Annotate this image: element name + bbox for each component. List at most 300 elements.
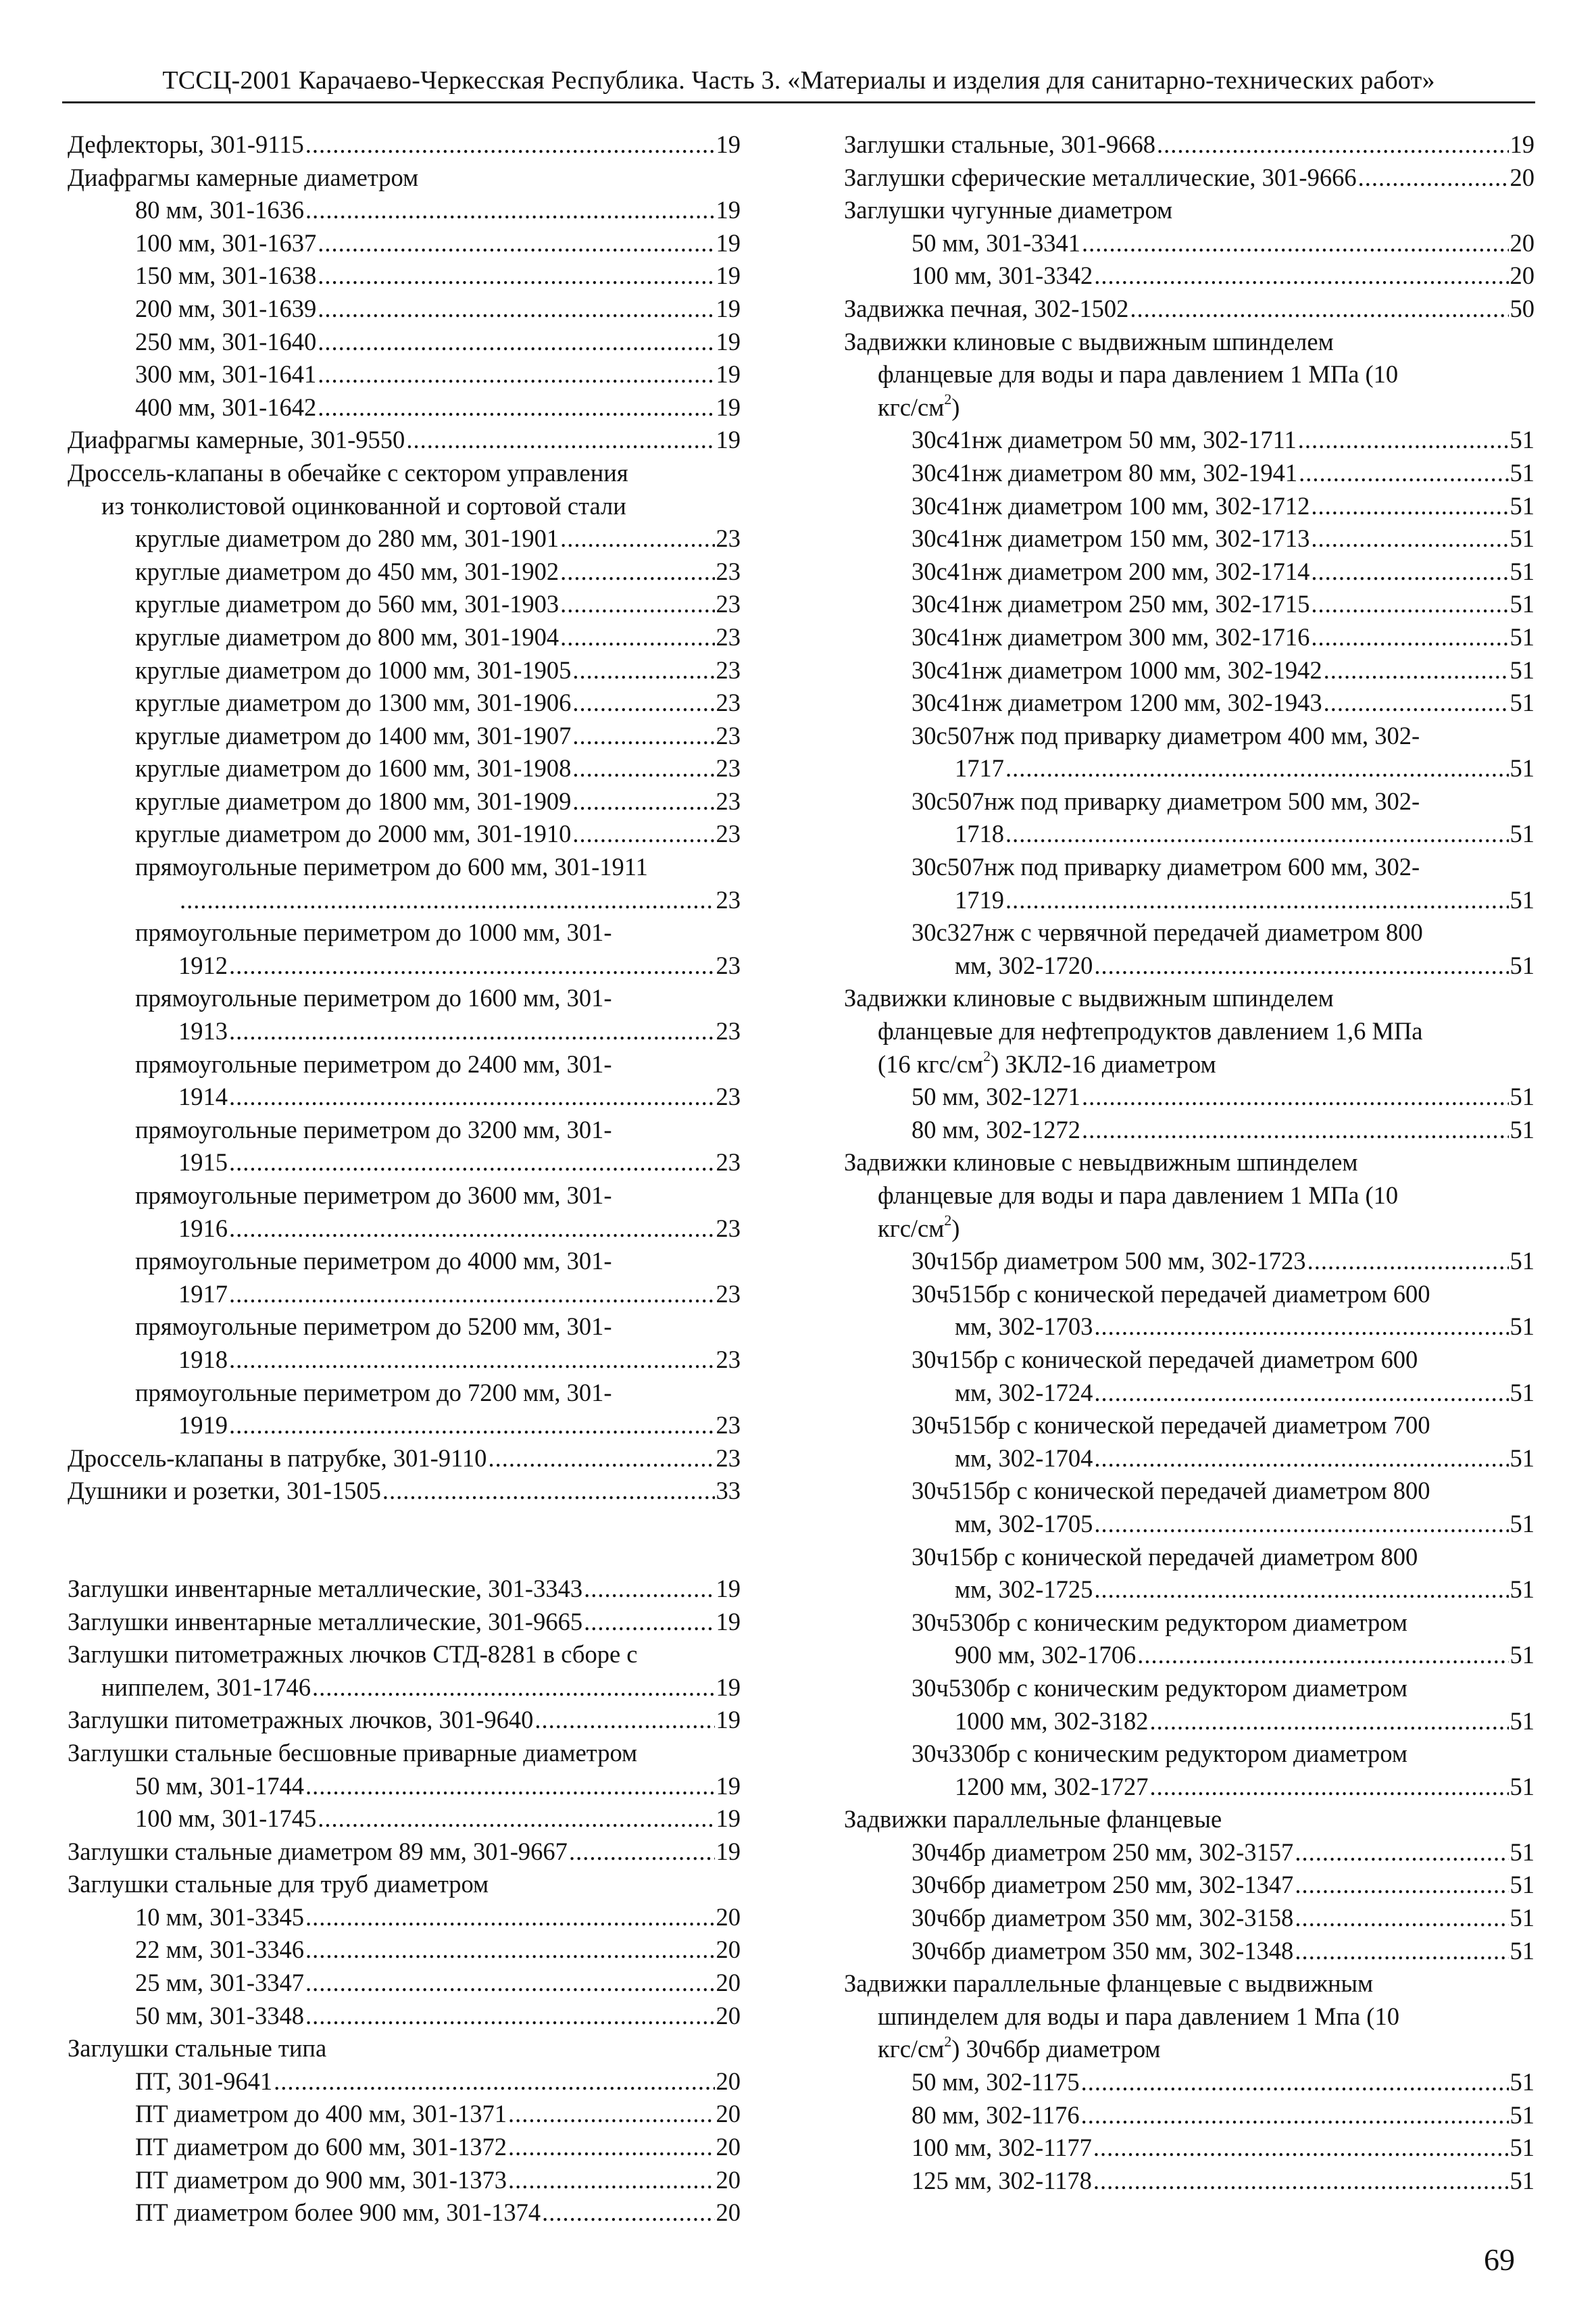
heading-text: Задвижки клиновые с выдвижным шпинделем xyxy=(844,327,1334,355)
index-entry xyxy=(912,2066,1535,2099)
dot-leader xyxy=(318,391,714,424)
dot-leader xyxy=(560,556,714,589)
entry-page-number: 19 xyxy=(716,130,741,158)
entry-page-number: 51 xyxy=(1510,1641,1535,1669)
entry-page-number: 51 xyxy=(1510,557,1535,585)
dot-leader xyxy=(1295,1836,1508,1869)
index-entry xyxy=(68,1606,741,1639)
entry-page-number: 19 xyxy=(716,327,741,355)
dot-leader xyxy=(1082,1081,1509,1114)
entry-page-number: 51 xyxy=(1510,2166,1535,2194)
heading-text: фланцевые для нефтепродуктов давлением 1,6 МПа xyxy=(878,1017,1423,1045)
index-entry xyxy=(955,1377,1535,1410)
entry-page-number: 23 xyxy=(716,1411,741,1439)
entry-text: Душники и розетки, 301-1505 xyxy=(68,1477,381,1505)
index-heading xyxy=(844,1967,1535,2000)
index-heading xyxy=(135,1048,741,1081)
entry-text: ПТ диаметром до 400 мм, 301-1371 xyxy=(135,2100,507,2128)
index-heading xyxy=(135,982,741,1015)
index-entry xyxy=(955,1310,1535,1344)
entry-page-number: 51 xyxy=(1510,1083,1535,1111)
entry-text: 30с41нж диаметром 50 мм, 302-1711 xyxy=(912,426,1297,454)
index-heading xyxy=(135,1310,741,1344)
index-column-left xyxy=(68,128,741,2230)
entry-text: 100 мм, 301-3342 xyxy=(912,262,1093,290)
index-entry xyxy=(135,522,741,556)
entry-page-number: 51 xyxy=(1510,1312,1535,1341)
dot-leader xyxy=(584,1606,714,1639)
entry-text: круглые диаметром до 1000 мм, 301-1905 xyxy=(135,656,572,684)
dot-leader xyxy=(1311,490,1508,523)
dot-leader xyxy=(305,1967,715,2000)
index-entry xyxy=(178,950,741,983)
index-heading xyxy=(68,2032,741,2065)
entry-text: Заглушки питометражных лючков, 301-9640 xyxy=(68,1706,534,1734)
entry-text: мм, 302-1705 xyxy=(955,1509,1093,1537)
heading-text: прямоугольные периметром до 600 мм, 301-1911 xyxy=(135,853,648,881)
dot-leader xyxy=(1311,588,1508,621)
entry-page-number: 51 xyxy=(1510,1509,1535,1537)
index-heading xyxy=(844,194,1535,227)
entry-page-number: 20 xyxy=(1510,228,1535,257)
dot-leader xyxy=(305,1901,715,1934)
entry-text: 1000 мм, 302-3182 xyxy=(955,1706,1149,1735)
index-heading xyxy=(912,1344,1535,1377)
dot-leader xyxy=(229,1278,715,1311)
dot-leader xyxy=(569,1836,715,1869)
index-entry xyxy=(955,1639,1535,1672)
entry-text: круглые диаметром до 450 мм, 301-1902 xyxy=(135,557,559,585)
dot-leader xyxy=(305,128,715,162)
index-entry xyxy=(135,720,741,753)
entry-text: круглые диаметром до 2000 мм, 301-1910 xyxy=(135,820,572,848)
dot-leader xyxy=(318,227,714,260)
dot-leader xyxy=(229,1212,715,1246)
entry-text: 400 мм, 301-1642 xyxy=(135,393,317,421)
dot-leader xyxy=(1307,1245,1509,1278)
entry-text: 30ч6бр диаметром 350 мм, 302-3158 xyxy=(912,1904,1294,1932)
entry-page-number: 23 xyxy=(716,1444,741,1472)
index-heading xyxy=(912,916,1535,950)
heading-text: 30с507нж под приварку диаметром 400 мм, 302- xyxy=(912,721,1420,749)
heading-text: 30ч515бр с конической передачей диаметром 700 xyxy=(912,1411,1430,1439)
dot-leader xyxy=(1094,1508,1508,1541)
index-entry xyxy=(912,260,1535,293)
entry-page-number: 23 xyxy=(716,951,741,979)
entry-page-number: 51 xyxy=(1510,2134,1535,2162)
dot-leader xyxy=(1298,424,1509,457)
heading-tail: ) 30ч6бр диаметром xyxy=(951,2035,1161,2063)
index-entry xyxy=(135,260,741,293)
entry-text: 900 мм, 302-1706 xyxy=(955,1641,1137,1669)
entry-text: мм, 302-1703 xyxy=(955,1312,1093,1341)
index-entry xyxy=(955,1508,1535,1541)
entry-text: 30ч6бр диаметром 350 мм, 302-1348 xyxy=(912,1936,1294,1965)
dot-leader xyxy=(1094,260,1508,293)
index-heading xyxy=(135,1377,741,1410)
entry-text: Дроссель-клапаны в патрубке, 301-9110 xyxy=(68,1444,487,1472)
index-heading xyxy=(135,916,741,950)
entry-text: 1914 xyxy=(178,1083,228,1111)
entry-page-number: 23 xyxy=(716,524,741,553)
entry-text: 30с41нж диаметром 300 мм, 302-1716 xyxy=(912,622,1310,651)
entry-page-number: 51 xyxy=(1510,590,1535,618)
index-heading xyxy=(878,1212,1535,1246)
entry-text: 25 мм, 301-3347 xyxy=(135,1969,304,1997)
index-entry xyxy=(844,162,1535,195)
superscript: 2 xyxy=(983,1048,991,1065)
heading-text: Задвижки параллельные фланцевые xyxy=(844,1805,1222,1833)
dot-leader xyxy=(1137,1639,1508,1672)
entry-page-number: 20 xyxy=(716,1936,741,1964)
heading-text: фланцевые для воды и пара давлением 1 МПа (10 xyxy=(878,360,1399,389)
dot-leader xyxy=(1093,2132,1509,2165)
heading-tail: ) xyxy=(951,1214,960,1242)
dot-leader xyxy=(1081,2099,1509,2132)
index-heading xyxy=(912,1541,1535,1574)
entry-page-number: 19 xyxy=(716,1706,741,1734)
dot-leader xyxy=(318,326,714,359)
dot-leader xyxy=(1299,457,1508,490)
index-heading xyxy=(101,490,741,523)
heading-text: прямоугольные периметром до 4000 мм, 301- xyxy=(135,1247,612,1275)
entry-page-number: 23 xyxy=(716,1214,741,1242)
entry-text: мм, 302-1704 xyxy=(955,1444,1093,1472)
index-entry xyxy=(912,621,1535,654)
heading-text: 30с327нж с червячной передачей диаметром 800 xyxy=(912,918,1423,947)
entry-page-number: 23 xyxy=(716,689,741,717)
entry-page-number: 51 xyxy=(1510,1378,1535,1406)
dot-leader xyxy=(305,1934,715,1967)
entry-page-number: 51 xyxy=(1510,426,1535,454)
heading-text: прямоугольные периметром до 3600 мм, 301- xyxy=(135,1181,612,1209)
dot-leader xyxy=(1130,293,1508,326)
entry-text: 1915 xyxy=(178,1148,228,1177)
entry-page-number: 19 xyxy=(716,360,741,389)
entry-text: 30с41нж диаметром 80 мм, 302-1941 xyxy=(912,458,1298,487)
entry-page-number: 19 xyxy=(716,1673,741,1701)
entry-page-number: 23 xyxy=(716,820,741,848)
entry-page-number: 20 xyxy=(716,2100,741,2128)
entry-page-number: 51 xyxy=(1510,458,1535,487)
index-heading xyxy=(844,982,1535,1015)
heading-text: Дроссель-клапаны в обечайке с сектором управления xyxy=(68,458,628,487)
index-heading xyxy=(878,358,1535,391)
entry-page-number: 51 xyxy=(1510,656,1535,684)
index-entry xyxy=(135,293,741,326)
entry-page-number: 51 xyxy=(1510,1936,1535,1965)
entry-page-number: 51 xyxy=(1510,1247,1535,1275)
entry-page-number: 19 xyxy=(716,1837,741,1865)
index-heading xyxy=(912,1409,1535,1442)
index-entry xyxy=(912,654,1535,687)
entry-page-number: 51 xyxy=(1510,2068,1535,2096)
entry-page-number: 19 xyxy=(716,426,741,454)
dot-leader xyxy=(1295,1935,1508,1968)
entry-text: Заглушки стальные, 301-9668 xyxy=(844,130,1155,158)
index-entry xyxy=(178,1146,741,1179)
index-entry xyxy=(178,1212,741,1246)
entry-text: 100 мм, 301-1637 xyxy=(135,228,317,257)
entry-page-number: 23 xyxy=(716,557,741,585)
dot-leader xyxy=(1005,752,1509,785)
index-entry xyxy=(68,1442,741,1475)
entry-page-number: 23 xyxy=(716,1017,741,1045)
entry-text: Заглушки инвентарные металлические, 301-9665 xyxy=(68,1607,583,1635)
heading-text: (16 кгс/см xyxy=(878,1050,984,1078)
entry-page-number: 20 xyxy=(716,2198,741,2227)
index-entry xyxy=(955,1771,1535,1804)
entry-text: Задвижка печная, 302-1502 xyxy=(844,294,1129,322)
dot-leader xyxy=(560,588,714,621)
entry-page-number: 19 xyxy=(716,262,741,290)
index-entry xyxy=(68,128,741,162)
superscript: 2 xyxy=(944,391,952,408)
index-entry xyxy=(912,2132,1535,2165)
entry-text: ПТ диаметром более 900 мм, 301-1374 xyxy=(135,2198,541,2227)
index-heading xyxy=(878,1179,1535,1212)
heading-text: Заглушки питометражных лючков СТД-8281 в сборе с xyxy=(68,1640,638,1669)
heading-text: прямоугольные периметром до 5200 мм, 301- xyxy=(135,1312,612,1341)
index-entry xyxy=(68,1475,741,1508)
index-entry xyxy=(912,687,1535,720)
index-entry xyxy=(135,2065,741,2098)
index-entry xyxy=(135,654,741,687)
entry-page-number: 19 xyxy=(716,1771,741,1800)
dot-leader xyxy=(542,2196,714,2230)
index-entry xyxy=(844,293,1535,326)
heading-text: 30ч330бр с коническим редуктором диаметром xyxy=(912,1740,1407,1768)
index-entry xyxy=(955,1442,1535,1475)
dot-leader xyxy=(508,2098,715,2131)
entry-text: 150 мм, 301-1638 xyxy=(135,262,317,290)
index-entry xyxy=(135,2164,741,2197)
dot-leader xyxy=(508,2131,715,2164)
entry-text: ПТ диаметром до 900 мм, 301-1373 xyxy=(135,2165,507,2194)
entry-page-number: 23 xyxy=(716,1279,741,1308)
entry-text: Дефлекторы, 301-9115 xyxy=(68,130,304,158)
entry-page-number: 51 xyxy=(1510,1772,1535,1800)
entry-text: 50 мм, 301-3341 xyxy=(912,228,1080,257)
dot-leader xyxy=(312,1671,714,1704)
index-entry xyxy=(135,2131,741,2164)
index-entry xyxy=(912,588,1535,621)
entry-text: 1919 xyxy=(178,1411,228,1439)
entry-text: мм, 302-1725 xyxy=(955,1575,1093,1604)
entry-page-number: 23 xyxy=(716,1148,741,1177)
entry-page-number: 23 xyxy=(716,721,741,749)
heading-text: шпинделем для воды и пара давлением 1 Мпа (10 xyxy=(878,2002,1399,2030)
index-entry xyxy=(135,588,741,621)
entry-text: 50 мм, 302-1175 xyxy=(912,2068,1080,2096)
entry-text: 30ч6бр диаметром 250 мм, 302-1347 xyxy=(912,1871,1294,1899)
index-heading xyxy=(878,2033,1535,2066)
index-entry xyxy=(135,818,741,851)
index-heading xyxy=(844,1803,1535,1836)
index-entry xyxy=(955,884,1535,917)
dot-leader xyxy=(382,1475,715,1508)
index-heading xyxy=(912,720,1535,753)
index-heading xyxy=(912,1606,1535,1640)
dot-leader xyxy=(274,2065,714,2098)
heading-text: Задвижки клиновые с выдвижным шпинделем xyxy=(844,984,1334,1012)
heading-text: кгс/см xyxy=(878,2035,945,2063)
index-heading xyxy=(878,391,1535,424)
index-heading xyxy=(912,1738,1535,1771)
entry-text: Диафрагмы камерные, 301-9550 xyxy=(68,426,405,454)
index-entry xyxy=(135,1770,741,1803)
index-entry xyxy=(68,1704,741,1737)
entry-text: Заглушки сферические металлические, 301-9666 xyxy=(844,163,1357,191)
dot-leader xyxy=(1005,818,1509,851)
entry-text: 50 мм, 302-1271 xyxy=(912,1083,1080,1111)
index-entry xyxy=(135,621,741,654)
heading-text: Заглушки стальные бесшовные приварные диаметром xyxy=(68,1738,638,1767)
entry-text: круглые диаметром до 1600 мм, 301-1908 xyxy=(135,754,572,783)
index-entry xyxy=(135,1901,741,1934)
entry-text: ниппелем, 301-1746 xyxy=(101,1673,311,1701)
dot-leader xyxy=(1324,687,1509,720)
index-entry xyxy=(178,1278,741,1311)
heading-text: 30ч15бр с конической передачей диаметром 800 xyxy=(912,1542,1418,1571)
dot-leader xyxy=(229,950,715,983)
entry-page-number: 23 xyxy=(716,754,741,783)
entry-page-number: 51 xyxy=(1510,1838,1535,1866)
entry-text: 1913 xyxy=(178,1017,228,1045)
entry-text: 30с41нж диаметром 200 мм, 302-1714 xyxy=(912,557,1310,585)
heading-text: 30с507нж под приварку диаметром 500 мм, 302- xyxy=(912,787,1420,815)
entry-text: круглые диаметром до 1300 мм, 301-1906 xyxy=(135,689,572,717)
index-entry xyxy=(135,687,741,720)
dot-leader xyxy=(1295,1902,1508,1935)
entry-text: мм, 302-1724 xyxy=(955,1378,1093,1406)
entry-text: 1912 xyxy=(178,951,228,979)
entry-page-number: 19 xyxy=(716,228,741,257)
heading-tail: ) ЗКЛ2-16 диаметром xyxy=(991,1050,1216,1078)
index-entry xyxy=(912,522,1535,556)
index-entry xyxy=(135,1802,741,1836)
entry-text: 1719 xyxy=(955,885,1004,914)
dot-leader xyxy=(572,720,714,753)
entry-page-number: 19 xyxy=(716,294,741,322)
index-entry xyxy=(135,391,741,424)
dot-leader xyxy=(229,1146,715,1179)
entry-text: мм, 302-1720 xyxy=(955,951,1093,979)
entry-text: 100 мм, 301-1745 xyxy=(135,1804,317,1833)
index-entry xyxy=(912,1836,1535,1869)
heading-text: 30ч515бр с конической передачей диаметром 600 xyxy=(912,1279,1430,1308)
dot-leader xyxy=(1094,1310,1508,1344)
index-entry xyxy=(844,128,1535,162)
index-entry xyxy=(955,1705,1535,1738)
index-heading xyxy=(68,457,741,490)
entry-text: круглые диаметром до 280 мм, 301-1901 xyxy=(135,524,559,553)
heading-text: прямоугольные периметром до 1000 мм, 301- xyxy=(135,918,612,947)
index-entry xyxy=(912,1245,1535,1278)
index-entry xyxy=(135,2000,741,2033)
entry-text: 1718 xyxy=(955,820,1004,848)
entry-text: 1200 мм, 302-1727 xyxy=(955,1772,1149,1800)
entry-page-number: 51 xyxy=(1510,2100,1535,2129)
entry-page-number: 20 xyxy=(716,2165,741,2194)
dot-leader xyxy=(1149,1771,1508,1804)
dot-leader xyxy=(318,358,714,391)
entry-text: 1916 xyxy=(178,1214,228,1242)
index-entry xyxy=(135,326,741,359)
dot-leader xyxy=(229,1015,715,1048)
heading-text: кгс/см xyxy=(878,1214,945,1242)
heading-text: 30ч515бр с конической передачей диаметром 800 xyxy=(912,1477,1430,1505)
dot-leader xyxy=(1157,128,1509,162)
heading-text: Заглушки стальные типа xyxy=(68,2034,327,2063)
entry-text: круглые диаметром до 1400 мм, 301-1907 xyxy=(135,721,572,749)
entry-text: 30с41нж диаметром 1000 мм, 302-1942 xyxy=(912,656,1322,684)
entry-page-number: 23 xyxy=(716,590,741,618)
entry-text: Заглушки инвентарные металлические, 301-3343 xyxy=(68,1574,583,1602)
index-entry xyxy=(135,227,741,260)
dot-leader xyxy=(560,621,714,654)
dot-leader xyxy=(1094,1377,1508,1410)
entry-text: 125 мм, 302-1178 xyxy=(912,2166,1092,2194)
index-entry xyxy=(178,884,741,917)
dot-leader xyxy=(229,1081,715,1114)
index-entry xyxy=(912,2099,1535,2132)
entry-text: 50 мм, 301-3348 xyxy=(135,2001,304,2029)
entry-page-number: 50 xyxy=(1510,294,1535,322)
entry-text: 10 мм, 301-3345 xyxy=(135,1902,304,1931)
heading-text: Задвижки клиновые с невыдвижным шпинделем xyxy=(844,1148,1358,1177)
dot-leader xyxy=(1093,2165,1509,2198)
index-heading xyxy=(912,1672,1535,1705)
dot-leader xyxy=(1149,1705,1508,1738)
dot-leader xyxy=(1094,1442,1508,1475)
index-entry xyxy=(912,490,1535,523)
entry-text: 30ч4бр диаметром 250 мм, 302-3157 xyxy=(912,1838,1294,1866)
index-heading xyxy=(878,2000,1535,2034)
entry-page-number: 23 xyxy=(716,622,741,651)
index-column-right xyxy=(844,128,1535,2197)
index-heading xyxy=(135,1114,741,1147)
heading-text: 30ч530бр с коническим редуктором диаметром xyxy=(912,1608,1407,1636)
dot-leader xyxy=(1311,522,1508,556)
entry-page-number: 51 xyxy=(1510,951,1535,979)
entry-page-number: 23 xyxy=(716,1083,741,1111)
dot-leader xyxy=(1082,227,1509,260)
dot-leader xyxy=(488,1442,714,1475)
entry-text: 30ч15бр диаметром 500 мм, 302-1723 xyxy=(912,1247,1306,1275)
entry-page-number: 51 xyxy=(1510,885,1535,914)
entry-page-number: 51 xyxy=(1510,1444,1535,1472)
index-heading xyxy=(912,851,1535,884)
dot-leader xyxy=(1081,2066,1509,2099)
entry-text: круглые диаметром до 1800 мм, 301-1909 xyxy=(135,787,572,815)
entry-page-number: 20 xyxy=(716,2133,741,2161)
entry-page-number: 19 xyxy=(716,196,741,224)
heading-text: фланцевые для воды и пара давлением 1 МПа (10 xyxy=(878,1181,1399,1209)
index-entry xyxy=(912,1114,1535,1147)
dot-leader xyxy=(406,424,714,457)
entry-page-number: 51 xyxy=(1510,689,1535,717)
entry-page-number: 20 xyxy=(716,2001,741,2029)
entry-text: 1717 xyxy=(955,754,1004,783)
heading-tail: ) xyxy=(951,393,960,421)
entry-page-number: 51 xyxy=(1510,1575,1535,1604)
dot-leader xyxy=(229,1409,715,1442)
index-heading xyxy=(912,785,1535,818)
entry-text: Заглушки стальные диаметром 89 мм, 301-9667 xyxy=(68,1837,568,1865)
index-heading xyxy=(878,1015,1535,1048)
entry-page-number: 51 xyxy=(1510,1115,1535,1143)
